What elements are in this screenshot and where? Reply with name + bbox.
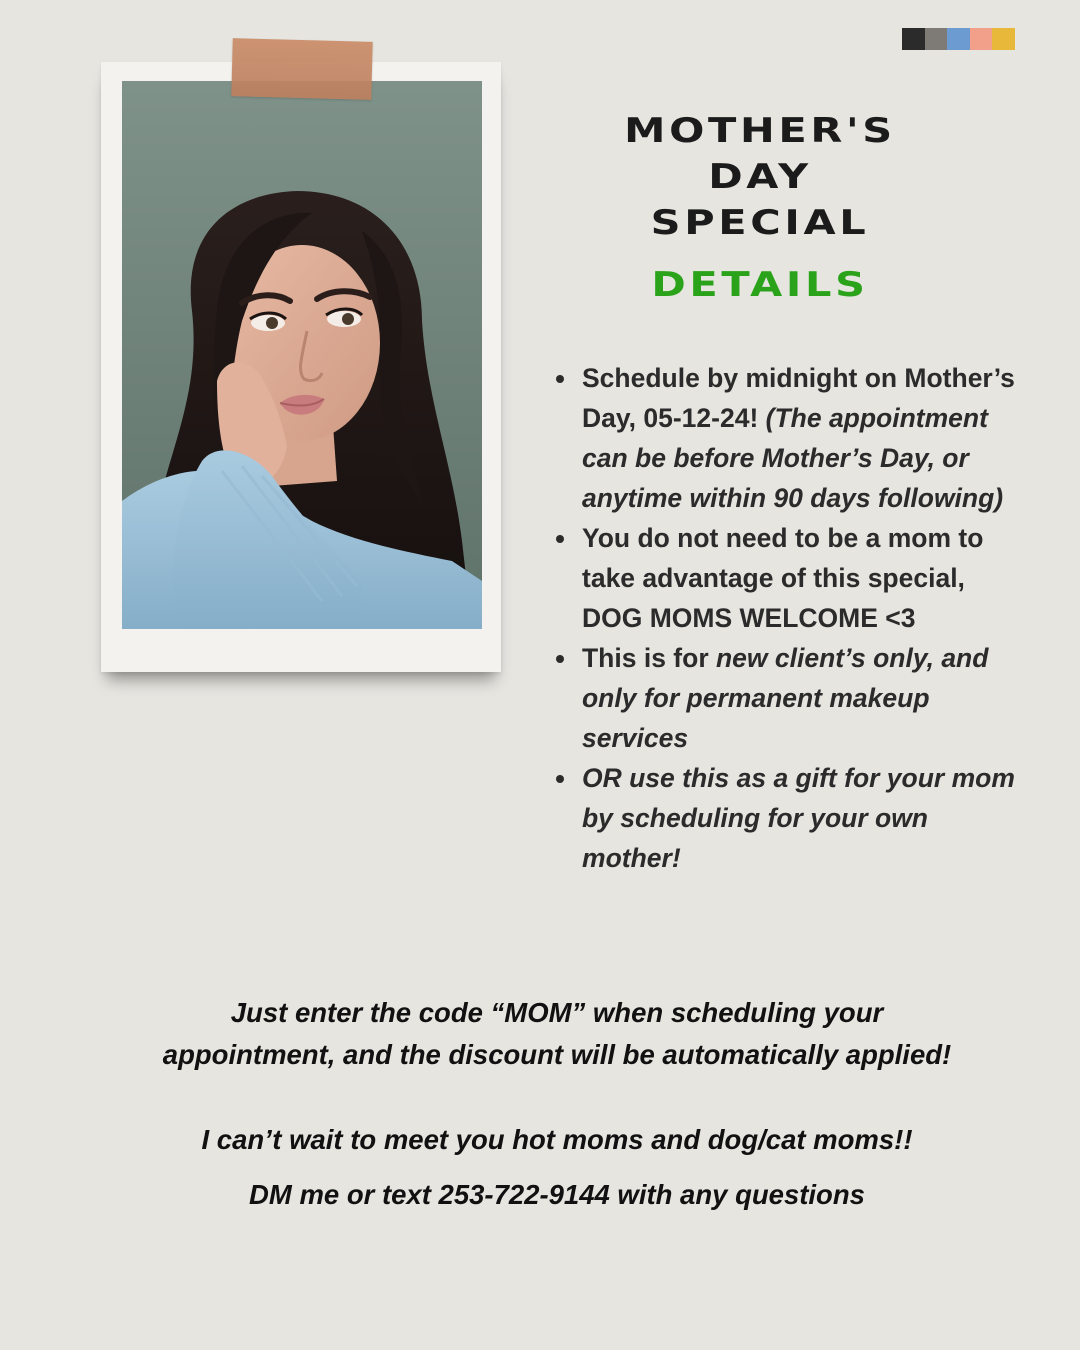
bullet-text: Schedule by midnight on Mother’s Day, 05-12-24! [582, 363, 1015, 433]
details-list [552, 358, 1022, 878]
bullet-italic-text: new client’s only, and only for permanent makeup services [582, 643, 989, 753]
list-item [552, 758, 1022, 878]
title-line-3: SPECIAL [650, 203, 870, 243]
bullet-text: This is for [582, 643, 716, 673]
details-heading: DETAILS [651, 265, 869, 305]
list-item [552, 638, 1022, 758]
polaroid-frame [101, 62, 501, 672]
contact-line: DM me or text 253-722-9144 with any questions [249, 1179, 865, 1210]
color-palette [902, 28, 1015, 50]
bullet-italic-text: (The appointment can be before Mother’s Day, or anytime within 90 days following) [582, 403, 1004, 513]
palette-swatch [992, 28, 1015, 50]
bullet-italic-text: OR use this as a gift for your mom by scheduling for your own mother! [582, 763, 1015, 873]
page-title [516, 108, 1004, 246]
bullet-text: You do not need to be a mom to take advantage of this special, DOG MOMS WELCOME <3 [582, 523, 984, 633]
code-instructions [60, 992, 1054, 1076]
title-line-2: DAY [708, 157, 812, 197]
woman-portrait-illustration [122, 81, 482, 629]
tape-strip [231, 38, 372, 100]
list-item [552, 358, 1022, 518]
list-item [552, 518, 1022, 638]
closing-message: I can’t wait to meet you hot moms and dog/cat moms!! [201, 1124, 913, 1155]
code-instructions-line-1: Just enter the code “MOM” when scheduling your [230, 997, 884, 1028]
palette-swatch [970, 28, 993, 50]
palette-swatch [902, 28, 925, 50]
portrait-photo [122, 81, 482, 629]
palette-swatch [925, 28, 948, 50]
code-instructions-line-2: appointment, and the discount will be automatically applied! [162, 1039, 952, 1070]
title-line-1: MOTHER'S [624, 111, 896, 151]
palette-swatch [947, 28, 970, 50]
